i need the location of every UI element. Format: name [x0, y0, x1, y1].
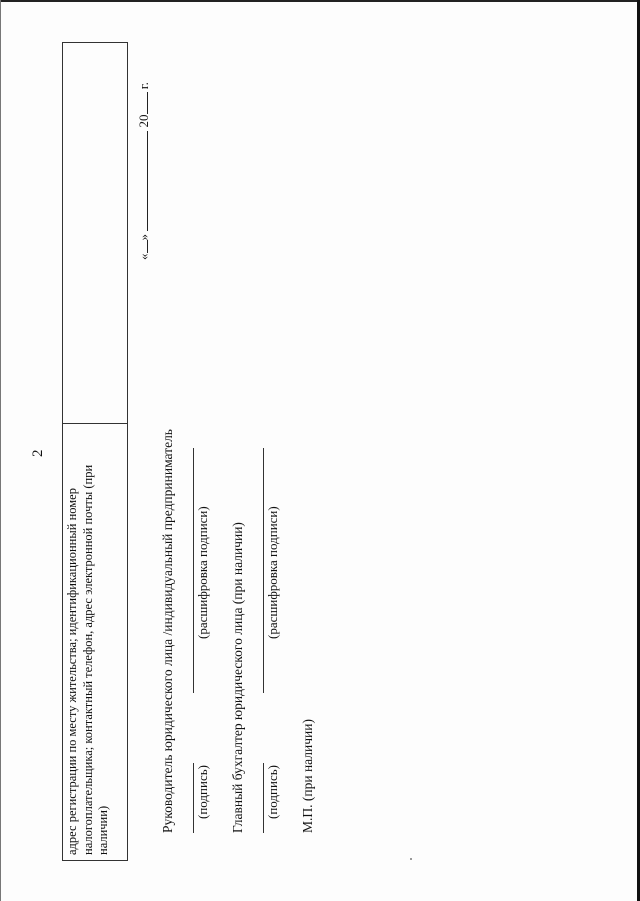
head-signatory-label: Руководитель юридического лица /индивидуальный предприниматель: [160, 429, 175, 833]
page-number: 2: [30, 449, 46, 457]
date-line: [136, 82, 152, 260]
accountant-label: Главный бухгалтер юридического лица (при наличии): [230, 522, 245, 833]
year-prefix: 20: [136, 114, 151, 128]
head-name-caption: (расшифровка подписи): [195, 506, 210, 639]
table-column-divider: [63, 423, 127, 424]
date-open-quote: «: [136, 253, 151, 260]
table-row-label: адрес регистрации по месту жительства; идентификационный номер налогоплательщика; контактный телефон, адрес электронной почты (при наличии): [65, 464, 111, 855]
accountant-signature-caption: (подпись): [265, 765, 280, 819]
head-signature-caption: (подпись): [195, 765, 210, 819]
date-close-quote: »: [136, 234, 151, 241]
head-name-line: [193, 448, 194, 693]
head-signature-line: [193, 763, 194, 833]
month-blank: [136, 131, 148, 231]
year-blank: [136, 93, 148, 115]
accountant-name-line: [263, 448, 264, 693]
accountant-signature-line: [263, 763, 264, 833]
stamp-label: М.П. (при наличии): [300, 719, 315, 833]
day-blank: [136, 241, 148, 254]
year-suffix: г.: [136, 82, 151, 90]
accountant-name-caption: (расшифровка подписи): [265, 506, 280, 639]
details-table: [62, 42, 128, 861]
